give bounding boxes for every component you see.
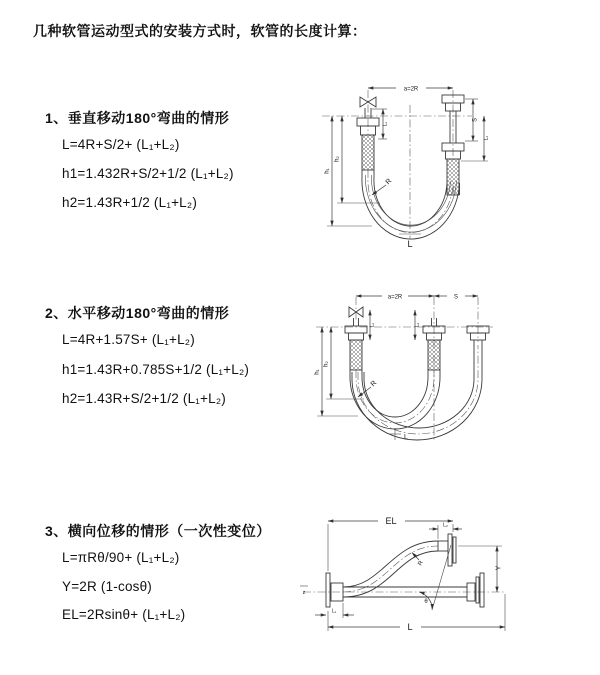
- section-3-heading: 3、横向位移的情形（一次性变位）: [45, 523, 271, 539]
- section-1-formula-h1: h1=1.432R+S/2+1/2 (L₁+L₂): [62, 166, 234, 181]
- dimensions: [324, 88, 488, 226]
- section-1-formula-h2: h2=1.43R+1/2 (L₁+L₂): [62, 195, 198, 210]
- diagram-horizontal-move-180-bend: [308, 282, 540, 467]
- braided-hose-section: [362, 135, 374, 170]
- dim-label-outlet: L₂: [483, 135, 490, 141]
- dim-label-angle: θ: [424, 599, 428, 605]
- braided-hose-section: [428, 340, 440, 370]
- diagram-lateral-displacement: [295, 507, 560, 647]
- dim-label-height2: h₂: [323, 361, 330, 367]
- section-2-formula-h2: h2=1.43R+S/2+1/2 (L₁+L₂): [62, 391, 226, 406]
- section-3-formula-L: L=πRθ/90+ (L₁+L₂): [62, 550, 180, 565]
- dim-label-radius: R: [369, 379, 379, 389]
- dim-label-inlet: L₁: [382, 121, 389, 127]
- dim-label-span: a=2R: [387, 294, 403, 301]
- section-1-heading: 1、垂直移动180°弯曲的情形: [45, 110, 230, 126]
- dimensions: [315, 521, 505, 631]
- section-2-heading: 2、水平移动180°弯曲的情形: [45, 305, 230, 321]
- section-3-formula-EL: EL=2Rsinθ+ (L₁+L₂): [62, 607, 186, 622]
- section-1-formula-L: L=4R+S/2+ (L₁+L₂): [62, 137, 180, 152]
- dim-label-radius: R: [384, 177, 394, 187]
- dim-label-outlet: L₂: [414, 322, 421, 328]
- dim-label-height2: h₂: [334, 156, 341, 162]
- dim-label-stroke: S: [453, 294, 459, 301]
- dim-label-height1: h₁: [314, 369, 321, 375]
- drawing-lines: [357, 95, 464, 239]
- dim-label-offset: Y: [495, 565, 503, 571]
- dim-label-inlet: L₁: [331, 608, 337, 615]
- dim-label-span: a=2R: [403, 86, 419, 93]
- dim-label-length: L: [404, 434, 408, 441]
- dim-label-length: L: [407, 622, 413, 632]
- dim-label-stroke: S: [472, 117, 479, 123]
- dim-label-radius: R: [417, 560, 425, 567]
- braided-hose-section: [350, 340, 362, 370]
- diagram-vertical-move-180-bend: [310, 75, 530, 255]
- dim-label-effective-length: EL: [385, 516, 397, 526]
- dim-label-inlet: L₁: [369, 322, 376, 328]
- drawing-lines: [300, 534, 484, 610]
- section-2-formula-h1: h1=1.43R+0.785S+1/2 (L₁+L₂): [62, 362, 250, 377]
- section-2-formula-L: L=4R+1.57S+ (L₁+L₂): [62, 332, 195, 347]
- dim-label-datum: z: [302, 590, 306, 596]
- page-title: 几种软管运动型式的安装方式时，软管的长度计算：: [33, 23, 367, 39]
- dim-label-length: L: [407, 239, 413, 249]
- dim-label-height1: h₁: [324, 168, 331, 174]
- dimensions: [314, 296, 478, 416]
- dim-label-outlet: L₂: [443, 522, 448, 529]
- section-3-formula-Y: Y=2R (1-cosθ): [62, 579, 153, 594]
